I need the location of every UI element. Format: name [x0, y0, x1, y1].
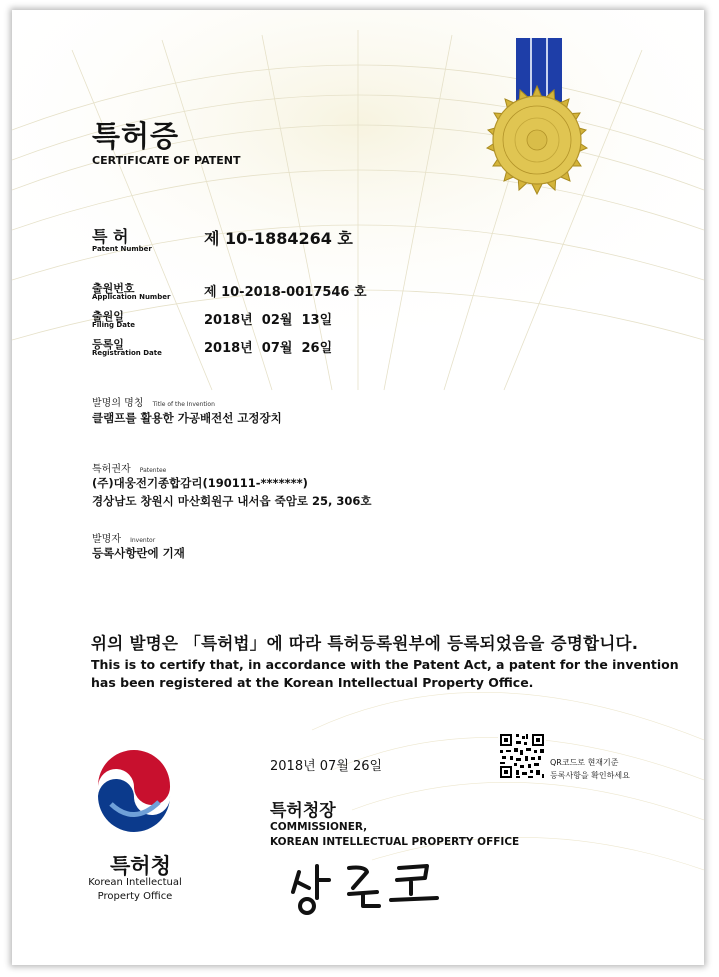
commissioner-en-line2: KOREAN INTELLECTUAL PROPERTY OFFICE [270, 836, 520, 848]
registration-date-label-en: Registration Date [92, 349, 162, 357]
agency-name-en-line2: Property Office [97, 891, 173, 902]
registration-date-label: 등록일 [92, 338, 124, 351]
inventor-label-en: Inventor [130, 537, 156, 544]
certificate-page [12, 10, 704, 965]
invention-label: 발명의 명칭 [92, 398, 144, 409]
application-number-value: 제 10-2018-0017546 호 [204, 285, 367, 300]
patentee-name: (주)대웅전기종합감리(190111-*******) [92, 476, 308, 490]
certificate-title-en: CERTIFICATE OF PATENT [92, 154, 241, 167]
application-number-label-en: Application Number [92, 293, 171, 301]
issue-date: 2018년 07월 26일 [270, 759, 383, 774]
inventor-label-row [92, 527, 155, 546]
taegeuk-logo-icon [89, 748, 179, 838]
patentee-label-en: Patentee [139, 467, 167, 474]
filing-date-label: 출원일 [92, 310, 124, 323]
qr-note [550, 756, 630, 782]
agency-name: 특허청 [110, 854, 171, 878]
filing-date-value: 2018년 02월 13일 [204, 313, 333, 328]
filing-date-label-en: Filing Date [92, 321, 136, 329]
invention-title: 클램프를 활용한 가공배전선 고정장치 [92, 411, 282, 425]
gold-seal-icon [452, 38, 622, 278]
commissioner-en-line1: COMMISSIONER, [270, 821, 368, 833]
patent-number-label: 특 허 [92, 227, 129, 246]
signature-icon [287, 858, 457, 918]
commissioner-title: 특허청장 [270, 801, 336, 821]
certification-statement-en: This is to certify that, in accordance with the Patent Act, a patent for the invention has been registered at the Korean Intellectual Property Office. [91, 657, 679, 690]
qr-code-icon[interactable] [498, 732, 546, 780]
patent-number-label-en: Patent Number [92, 245, 152, 253]
patentee-address: 경상남도 창원시 마산회원구 내서읍 죽암로 25, 306호 [92, 494, 372, 508]
invention-label-en: Title of the Invention [152, 401, 215, 408]
agency-name-en [80, 876, 190, 904]
qr-note-line1: QR코드로 현재기준 [550, 758, 619, 767]
certification-statement-ko: 위의 발명은 「특허법」에 따라 특허등록원부에 등록되었음을 증명합니다. [91, 634, 639, 653]
agency-name-en-line1: Korean Intellectual [88, 877, 182, 888]
inventor-value: 등록사항란에 기재 [92, 546, 185, 560]
application-number-label: 출원번호 [92, 282, 135, 295]
invention-label-row [92, 391, 215, 410]
certificate-title: 특허증 [92, 119, 180, 153]
commissioner-title-en [270, 820, 519, 850]
patentee-label-row [92, 457, 166, 476]
inventor-label: 발명자 [92, 534, 121, 545]
registration-date-value: 2018년 07월 26일 [204, 341, 333, 356]
qr-note-line2: 등록사항을 확인하세요 [550, 771, 630, 780]
patentee-label: 특허권자 [92, 464, 131, 475]
patent-number-value: 제 10-1884264 호 [204, 229, 353, 248]
